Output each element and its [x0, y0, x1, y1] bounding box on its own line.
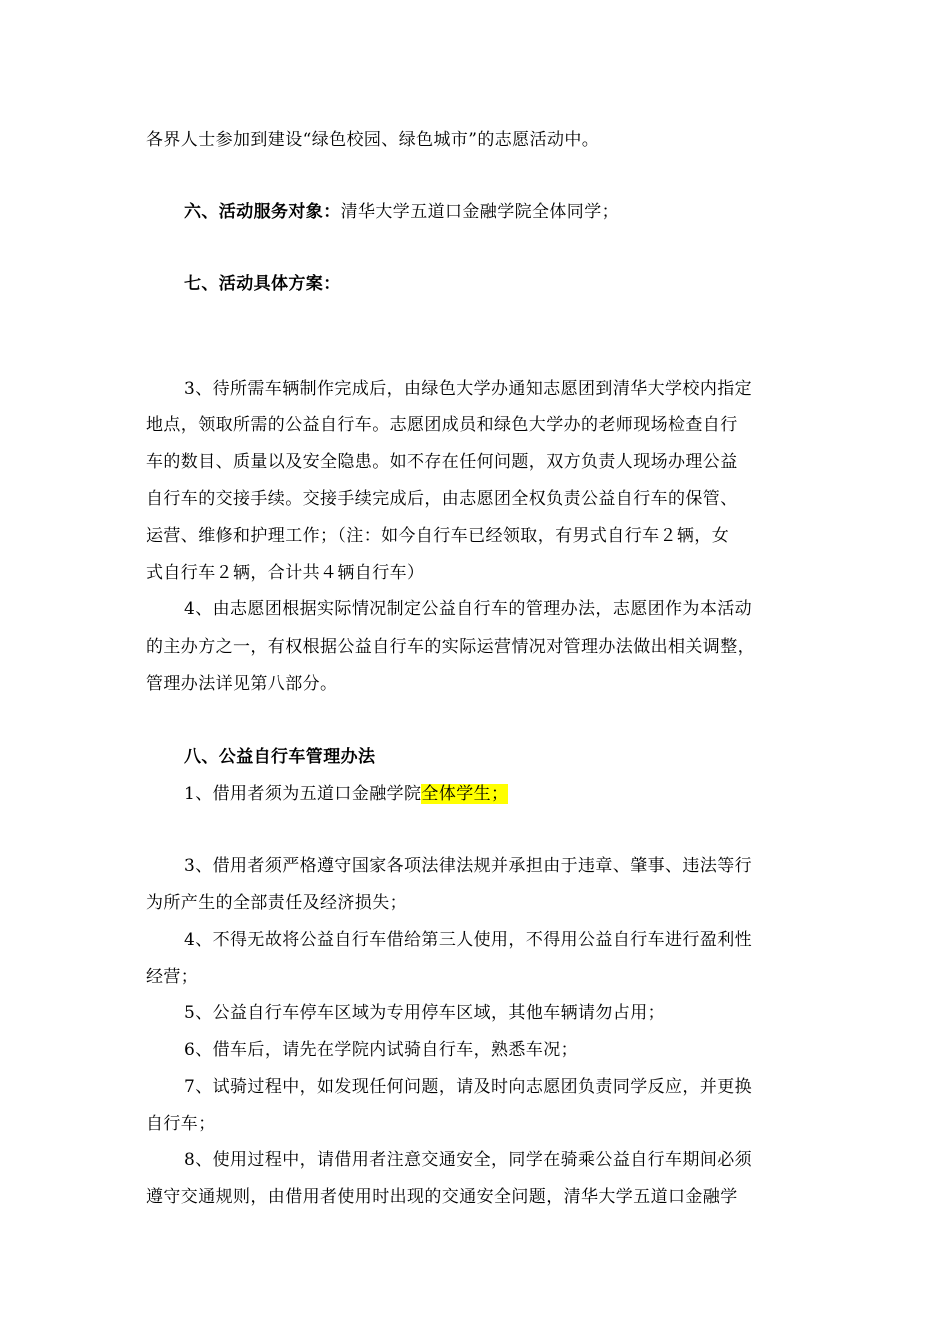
- intro-tail-text: 各界人士参加到建设“绿色校园、绿色城市”的志愿活动中。: [146, 130, 600, 150]
- section-6-heading: 六、活动服务对象：: [184, 202, 341, 222]
- item-3-line: 自行车的交接手续。交接手续完成后，由志愿团全权负责公益自行车的保管、: [146, 489, 738, 509]
- rule-1-highlighted-text: 全体学生；: [421, 784, 509, 804]
- item-3-line: 3、待所需车辆制作完成后，由绿色大学办通知志愿团到清华大学校内指定: [184, 379, 753, 399]
- item-3-line: 运营、维修和护理工作；（注：如今自行车已经领取，有男式自行车２辆，女: [146, 526, 730, 546]
- item-3-line: 车的数目、质量以及安全隐患。如不存在任何问题，双方负责人现场办理公益: [146, 452, 738, 472]
- section-6-line: [184, 200, 619, 224]
- rule-7-line: 自行车；: [146, 1114, 216, 1134]
- section-6-text: 清华大学五道口金融学院全体同学；: [340, 202, 620, 222]
- rule-6-line: 6、借车后，请先在学院内试骑自行车，熟悉车况；: [184, 1040, 579, 1060]
- rule-7-line: 7、试骑过程中，如发现任何问题，请及时向志愿团负责同学反应，并更换: [184, 1077, 753, 1097]
- item-4-line: 4、由志愿团根据实际情况制定公益自行车的管理办法，志愿团作为本活动: [184, 599, 753, 619]
- rule-1-line: [184, 782, 508, 806]
- item-3-line: 地点，领取所需的公益自行车。志愿团成员和绿色大学办的老师现场检查自行: [146, 415, 738, 435]
- section-8-heading: 八、公益自行车管理办法: [184, 747, 376, 767]
- item-4-line: 管理办法详见第八部分。: [146, 674, 338, 694]
- rule-4-line: 经营；: [146, 967, 199, 987]
- rule-3-line: 3、借用者须严格遵守国家各项法律法规并承担由于违章、肇事、违法等行: [184, 856, 753, 876]
- rule-5-line: 5、公益自行车停车区域为专用停车区域，其他车辆请勿占用；: [184, 1003, 666, 1023]
- item-4-line: 的主办方之一，有权根据公益自行车的实际运营情况对管理办法做出相关调整，: [146, 637, 755, 657]
- rule-4-line: 4、不得无故将公益自行车借给第三人使用，不得用公益自行车进行盈利性: [184, 930, 753, 950]
- item-3-line: 式自行车２辆，合计共４辆自行车）: [146, 563, 425, 583]
- rule-8-line: 8、使用过程中，请借用者注意交通安全，同学在骑乘公益自行车期间必须: [184, 1150, 753, 1170]
- rule-1-text: 1、借用者须为五道口金融学院: [184, 784, 422, 804]
- rule-8-line: 遵守交通规则，由借用者使用时出现的交通安全问题，清华大学五道口金融学: [146, 1187, 738, 1207]
- rule-3-line: 为所产生的全部责任及经济损失；: [146, 893, 407, 913]
- section-7-heading: 七、活动具体方案：: [184, 274, 341, 294]
